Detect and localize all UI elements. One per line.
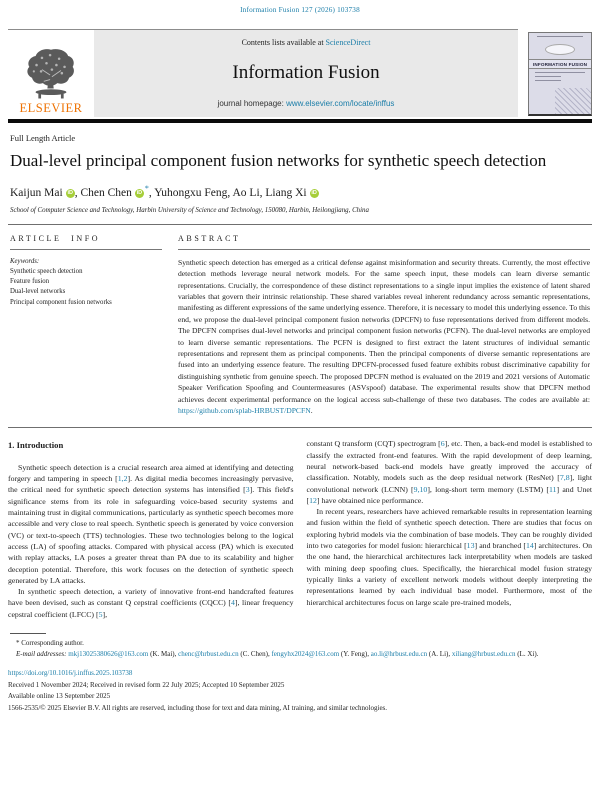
keywords-list	[10, 267, 162, 308]
citation-link[interactable]: 12	[309, 495, 317, 505]
article-info-heading: ARTICLE INFO	[10, 234, 162, 250]
cover-journal-title: INFORMATION FUSION	[529, 59, 591, 69]
corresponding-author-mark: *	[144, 184, 149, 194]
doi-link[interactable]: https://doi.org/10.1016/j.inffus.2025.103738	[8, 669, 133, 677]
sciencedirect-link[interactable]: ScienceDirect	[325, 38, 371, 47]
email-link[interactable]: chenc@hrbust.edu.cn	[178, 649, 239, 658]
abstract-heading: ABSTRACT	[178, 234, 590, 250]
footnote-rule	[10, 633, 46, 634]
body-columns	[8, 428, 592, 620]
body-column-left	[8, 438, 294, 620]
citation-link[interactable]: 6	[440, 439, 445, 449]
citation-link[interactable]: 1,2	[117, 474, 128, 484]
keywords-label: Keywords:	[10, 257, 40, 265]
article-title: Dual-level principal component fusion networks for synthetic speech detection	[10, 151, 547, 170]
header-divider-bar	[8, 119, 592, 123]
author-name[interactable]: Liang Xi	[265, 186, 307, 199]
paragraph: constant Q transform (CQT) spectrogram [6], etc. Then, a back-end model is established to classify the extracted front-end features. With the rapid development of deep learning, neural network-based back-end models have greatly improved the accuracy of classification. Notably, models such as the deep residual network (ResNet) [7,8], light convolutional network (LCNN) [9,10], long-short term memory (LSTM) [11] and Unet [12] have obtained nice performance.	[306, 439, 593, 505]
abstract-text: Synthetic speech detection has emerged as a critical defense against misinformation and security threats. Currently, the most effective detection methods leverage neural network models. For the same speech input, these models can learn diverse semantic representations. Crucially, the correspondence of these distinct representations to a single input implies the existence of latent shared variables that govern their intrinsic relationship. These shared variables reveal inherent redundancy across semantic representations, manifesting as different expressions of the same underlying essence. Therefore, it is necessary to model this underlying essence. To this end, we propose the dual-level principal component fusion networks (DPCFN) to fuse representations derived from different models. The DPCFN comprises dual-level networks and principal component fusion networks (PCFN). The dual-level networks are employed to learn diverse semantic representations. The PCFN is designed to first extract the latent structures of individual semantic representations and represent them as principal components. Then the principal components of diverse semantic representations are fused into an underlying essence feature. The resulting DPCFN-processed fused feature exhibits robust discriminative capability for distinguishing synthetic from genuine speech. The proposed DPCFN method is evaluated on the 2019 and 2021 versions of Automatic Speaker Verification Spoofing and Countermeasures (ASVspoof) database. The experimental results show that DPCFN method achieves decent experimental performance on the logical access sub-challenge of these two databases. The codes are available at: https://github.com/splab-HRBUST/DPCFN.	[178, 257, 590, 415]
header-banner	[8, 29, 518, 117]
journal-title: Information Fusion	[232, 62, 380, 83]
keyword-item: Principal component fusion networks	[10, 298, 112, 306]
citation-link[interactable]: 11	[548, 484, 557, 494]
journal-banner	[94, 30, 518, 117]
elsevier-logo[interactable]	[8, 30, 94, 117]
orcid-icon[interactable]: iD	[311, 189, 317, 196]
author-list: Kaijun Mai iD , Chen Chen iD *, Yuhongxu Feng, Ao Li, Liang Xi iD	[10, 184, 317, 199]
info-abstract-block	[8, 225, 592, 427]
abstract-column	[178, 234, 590, 416]
email-addresses-line	[8, 649, 592, 660]
keyword-item: Feature fusion	[10, 278, 50, 286]
homepage-line	[100, 99, 512, 108]
introduction-heading: 1. Introduction	[8, 440, 64, 451]
citation-link[interactable]: 3	[245, 485, 250, 495]
author-name[interactable]: Yuhongxu Feng	[154, 186, 228, 199]
orcid-icon[interactable]: iD	[67, 189, 73, 196]
author-name[interactable]: Chen Chen	[80, 186, 132, 199]
citation-link[interactable]: 14	[525, 541, 534, 551]
citation-link[interactable]: 7,8	[559, 473, 570, 483]
keyword-item: Dual-level networks	[10, 288, 66, 296]
cover-decorative-line	[535, 80, 561, 81]
cover-hatch-pattern	[555, 88, 591, 114]
affiliation: School of Computer Science and Technology, Harbin University of Science and Technology, 150080, Harbin, Heilongjiang, China	[10, 206, 369, 214]
homepage-text: journal homepage:	[217, 99, 287, 108]
email-list: mkj13025380626@163.com (K. Mai), chenc@hrbust.edu.cn (C. Chen), fengyhx2024@163.com (Y. Feng), ao.li@hrbust.edu.cn (A. Li), xiliang@hrbust.edu.cn (L. Xi).	[68, 649, 539, 658]
available-online-date: Available online 13 September 2025	[8, 692, 111, 700]
citation-link[interactable]: 5	[98, 609, 103, 619]
body-column-right	[307, 438, 593, 620]
received-dates: Received 1 November 2024; Received in revised form 22 July 2025; Accepted 10 September 2025	[8, 680, 285, 689]
author-name[interactable]: Ao Li	[232, 186, 260, 199]
corresponding-author-note: * Corresponding author.	[16, 639, 84, 647]
contents-text: Contents lists available at	[241, 38, 326, 47]
article-info-column	[10, 234, 162, 416]
email-link[interactable]: fengyhx2024@163.com	[271, 649, 340, 658]
email-label: E-mail addresses:	[16, 649, 67, 658]
email-link[interactable]: xiliang@hrbust.edu.cn	[451, 649, 516, 658]
footnote-block	[8, 633, 592, 713]
orcid-icon[interactable]: iD	[136, 189, 143, 196]
paragraph: Synthetic speech detection is a crucial research area aimed at identifying and detecting forgery and tampering in speech [1,2]. As digital media becomes increasingly pervasive, the critical need for synthetic speech detection systems has intensified [3]. This field's significance stems from its role in safeguarding voice-based security systems and maintaining trust in digital communications, particularly as synthetic speech becomes more accessible and very close to real speech. Synthetic speech is generated by voice conversion (VC) or text-to-speech (TTS) technologies. These two technologies belong to the logical access (LA) of spoofing attacks. Compared with physical access (PA) which is executed with replay attacks, LA poses a greater threat than PA due to its scalability and higher deception potential. Therefore, this work focuses on the detection of synthetic speech generated by LA attacks.	[8, 462, 294, 585]
email-link[interactable]: mkj13025380626@163.com	[68, 649, 149, 658]
copyright-line: 1566-2535/© 2025 Elsevier B.V. All rights are reserved, including those for text and data mining, AI training, and similar technologies.	[8, 703, 388, 712]
email-link[interactable]: ao.li@hrbust.edu.cn	[370, 649, 428, 658]
paragraph: In recent years, researchers have achieved remarkable results in representation learning and fusion within the field of synthetic speech detection. There are studies that focus on exploring hybrid models via the combination of base models. They can be roughly divided into two categories for model fusion: hierarchical [13] and branched [14] architectures. On the one hand, the hierarchical architectures lack interpretability when models are tasked with mining deep spoofing clues. Specifically, the hierarchical model fusion strategy typically links a variety of excellent network models without deeply interpreting the representations learned by each individual base model. Furthermore, most of the hierarchical architectures focus on large scale pre-trained models,	[306, 507, 592, 607]
cover-decorative-line	[535, 76, 561, 77]
elsevier-tree-icon	[22, 47, 80, 103]
journal-homepage-link[interactable]: www.elsevier.com/locate/inffus	[286, 99, 395, 108]
journal-cover-thumbnail[interactable]	[528, 32, 592, 116]
journal-header	[8, 29, 592, 117]
cover-ellipse-graphic	[545, 44, 575, 55]
citation-link[interactable]: 9,10	[413, 484, 428, 494]
cover-decorative-bar	[537, 36, 583, 37]
citation-link[interactable]: 4	[230, 598, 235, 608]
citation-link[interactable]: 13	[466, 541, 475, 551]
elsevier-wordmark: ELSEVIER	[19, 101, 83, 115]
keyword-item: Synthetic speech detection	[10, 268, 83, 276]
author-name[interactable]: Kaijun Mai	[10, 186, 63, 199]
cover-decorative-line	[535, 72, 585, 73]
journal-reference: Information Fusion 127 (2026) 103738	[240, 6, 360, 14]
article-type-label: Full Length Article	[10, 133, 76, 143]
inline-link[interactable]: https://github.com/splab-HRBUST/DPCFN	[178, 406, 311, 415]
paragraph: In synthetic speech detection, a variety of innovative front-end handcrafted features have been devised, such as constant Q cepstral coefficients (CQCC) [4], linear frequency cepstral coefficient (LFCC) [5],	[8, 587, 294, 619]
contents-line	[100, 38, 512, 47]
